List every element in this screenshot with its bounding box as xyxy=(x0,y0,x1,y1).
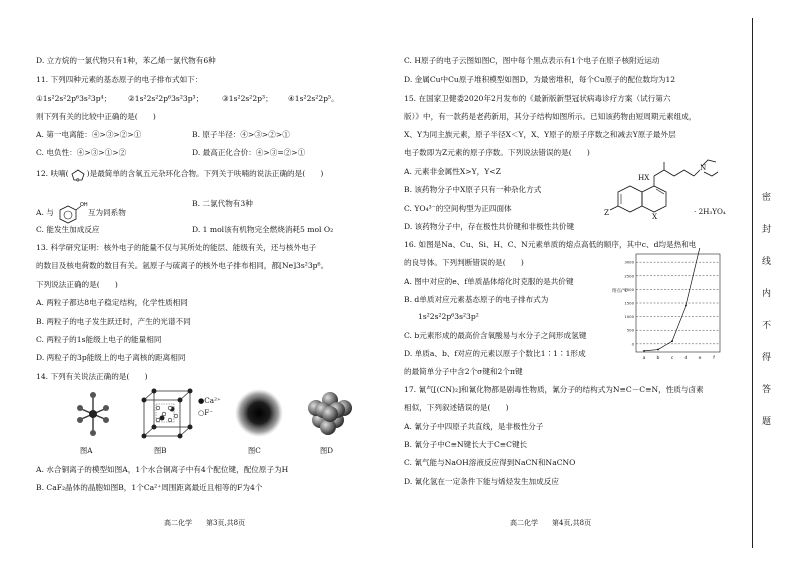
q11-ask: 则下列有关的比较中正确的是( ) xyxy=(36,112,156,121)
q16-option-d-line2: 的最简单分子中含2个σ键和2个π键 xyxy=(404,367,523,376)
q17-option-b: B. 氰分子中C≡N键长大于C≡C键长 xyxy=(404,440,528,449)
svg-text:OH: OH xyxy=(79,202,88,208)
figure-a-hydrated-copper xyxy=(76,390,110,440)
q12-option-b: B. 二氯代物有3种 xyxy=(192,199,253,208)
q12-option-a-post: 互为同系物 xyxy=(87,208,126,217)
binding-char-4: 内 xyxy=(762,289,772,299)
figure-c-label: 图C xyxy=(248,446,261,455)
q14-option-c: C. H原子的电子云图如图C，图中每个黑点表示有1个电子在原子核附近运动 xyxy=(404,56,660,65)
chart-ytick-3000: 3000 xyxy=(624,259,634,265)
q11-config-4: ④1s²2s²2p⁵。 xyxy=(288,94,339,103)
figure-c-electron-cloud xyxy=(234,388,284,440)
chart-point-d xyxy=(685,305,687,307)
q11-stem: 11. 下列四种元素的基态原子的电子排布式如下： xyxy=(36,75,203,84)
q15-option-d: D. 该药物分子中，存在极性共价键和非极性共价键 xyxy=(404,222,575,231)
q15-struct-n-atom: N xyxy=(700,163,707,172)
chart-ytick-2000: 2000 xyxy=(624,286,634,292)
figure-b-label: 图B xyxy=(154,446,167,455)
binding-line xyxy=(752,18,753,548)
chart-xtick-d: d xyxy=(684,356,688,360)
q11-config-3: ③1s²2s²2p³； xyxy=(222,94,273,103)
q15-struct-x: X xyxy=(652,212,658,221)
q12-option-c: C. 能发生加成反应 xyxy=(36,225,100,234)
footer-page-3: 高二化学 第3页,共8页 xyxy=(164,519,246,527)
right-page xyxy=(404,0,729,561)
chart-ytick-1500: 1500 xyxy=(624,300,634,306)
q16-line1: 16. 如图是Na、Cu、Si、H、C、N元素单质的熔点高低的顺序，其中c、d均是热和电 xyxy=(404,240,697,249)
q15-line1: 15. 在国家卫健委2020年2月发布的《最新版新型冠状病毒诊疗方案（试行第六 xyxy=(404,94,671,103)
q12-option-a-pre: A. 与 xyxy=(36,208,54,217)
chart-point-a xyxy=(643,350,645,352)
q13-option-d: D. 两粒子的3p能级上的电子离核的距离相同 xyxy=(36,353,186,362)
q17-option-a: A. 氰分子中四原子共直线，是非极性分子 xyxy=(404,422,544,431)
q12-option-a xyxy=(36,200,126,226)
q16-line2: 的良导体。下列判断错误的是( ) xyxy=(404,258,524,267)
q15-line2: 版）》中，有一款药是老药新用，其分子结构如图所示。已知该药物由短周期元素组成， xyxy=(404,112,697,121)
furan-structure-icon xyxy=(69,168,87,180)
chart-xtick-b: b xyxy=(656,356,660,360)
q16-option-b: B. d单质对应元素基态原子的电子排布式为 xyxy=(404,295,549,304)
q17-line2: 相似，下列叙述错误的是( ) xyxy=(404,403,509,412)
melting-point-chart xyxy=(600,248,728,362)
q14-stem: 14. 下列有关说法正确的是( ) xyxy=(36,372,148,381)
q17-option-d: D. 氰化氢在一定条件下能与烯烃发生加成反应 xyxy=(404,477,559,486)
binding-char-2: 封 xyxy=(762,225,772,235)
chart-ytick-2500: 2500 xyxy=(624,273,634,279)
q12-stem xyxy=(36,168,323,180)
footer-page-4: 高二化学 第4页,共8页 xyxy=(510,519,592,527)
q14-option-a: A. 水合铜离子的模型如图A，1个水合铜离子中有4个配位键，配位原子为H xyxy=(36,465,289,474)
phenol-structure-icon xyxy=(54,200,88,226)
legend-ca-label: Ca²⁺ xyxy=(204,396,221,405)
binding-char-5: 不 xyxy=(762,321,772,331)
chart-ylabel: 熔点/℃ xyxy=(612,289,628,294)
q14-option-b: B. CaF₂晶体的晶胞如图B，1个Ca²⁺周围距离最近且相等的F为4个 xyxy=(36,483,263,492)
chart-xtick-e: e xyxy=(698,356,702,360)
binding-char-3: 线 xyxy=(762,257,772,267)
legend-f-label: F⁻ xyxy=(204,408,214,417)
legend-f-ion xyxy=(198,408,213,417)
legend-ca-ion xyxy=(198,396,221,405)
q15-struct-salt: · 2H₃YO₄ xyxy=(694,207,726,216)
q11-config-2: ②1s²2s²2p⁶3s²3p³； xyxy=(128,94,204,103)
chart-xtick-c: c xyxy=(670,356,674,360)
legend-ca-dot-icon: ● xyxy=(198,396,205,405)
q15-struct-z: Z xyxy=(604,208,609,217)
q11-option-b: B. 原子半径：④>③>②>① xyxy=(192,130,290,139)
chart-xtick-a: a xyxy=(642,356,646,360)
q14-option-d: D. 金属Cu中Cu原子堆积模型如图D，为最密堆积，每个Cu原子的配位数均为12 xyxy=(404,75,676,84)
figure-d-label: 图D xyxy=(320,446,333,455)
binding-char-7: 答 xyxy=(762,385,772,395)
q11-option-a: A. 第一电离能：④>③>②>① xyxy=(36,130,142,139)
q15-option-b: B. 该药物分子中X原子只有一种杂化方式 xyxy=(404,185,542,194)
chart-series-line xyxy=(644,248,714,351)
melting-point-chart-svg xyxy=(600,248,728,360)
q11-config-1: ①1s²2s²2p⁶3s²3p⁴； xyxy=(36,94,112,103)
binding-char-1: 密 xyxy=(762,193,772,203)
q12-option-d: D. 1 mol该有机物完全燃烧消耗5 mol O₂ xyxy=(192,225,334,234)
q17-line1: 17. 氰气[(CN)₂]和氰化物都是剧毒性物质，氰分子的结构式为N≡C－C≡N，性质与卤素 xyxy=(404,385,704,394)
chart-ytick-500: 500 xyxy=(626,327,634,333)
q11-option-d: D. 最高正化合价：④>③=②>① xyxy=(192,148,306,157)
q16-option-a: A. 图中对应的e、f单质晶体熔化时克服的是共价键 xyxy=(404,277,574,286)
chart-point-b xyxy=(657,349,659,351)
q12-stem-pre: 12. 呋喃( xyxy=(36,169,69,178)
q17-option-c: C. 氰气能与NaOH溶液反应得到NaCN和NaCNO xyxy=(404,458,576,467)
q11-option-c: C. 电负性：④>③>①>② xyxy=(36,148,127,157)
svg-text:O: O xyxy=(75,177,79,182)
figure-d-close-packing xyxy=(306,390,354,438)
q13-option-b: B. 两粒子的电子发生跃迁时，产生的光谱不同 xyxy=(36,317,191,326)
chart-ytick-1000: 1000 xyxy=(624,314,634,320)
q16-option-b-config: 1s²2s²2p⁶3s²3p² xyxy=(418,312,479,321)
binding-char-8: 题 xyxy=(762,417,772,427)
left-page xyxy=(36,0,376,561)
q13-line1: 13. 科学研究证明：核外电子的能量不仅与其所处的能层、能级有关，还与核外电子 xyxy=(36,243,317,252)
q10-option-d: D. 立方烷的一氯代物只有1种，苯乙烯一氯代物有6种 xyxy=(36,56,216,65)
binding-char-6: 得 xyxy=(762,353,772,363)
q15-line3: X、Y为同主族元素，原子半径X＜Y，X、Y原子的原子序数之和减去Y原子最外层 xyxy=(404,130,676,139)
q15-option-c: C. YO₄³⁻的空间构型为正四面体 xyxy=(404,204,512,213)
q15-struct-hx: HX xyxy=(638,173,650,182)
q13-line2: 的数目及核电荷数的数目有关。氩原子与硫离子的核外电子排布相同，都[Ne]3s²3p⁶。 xyxy=(36,261,329,270)
legend-f-circle-icon: ○ xyxy=(198,408,205,417)
q13-option-c: C. 两粒子的1s能级上电子的能量相同 xyxy=(36,335,162,344)
q15-line4: 电子数即为Z元素的原子序数。下列说法错误的是( ) xyxy=(404,148,590,157)
q12-stem-post: )是最简单的含氧五元杂环化合物。下列关于呋喃的说法正确的是( ) xyxy=(86,169,324,178)
figure-a-label: 图A xyxy=(80,446,93,455)
q16-option-d-line1: D. 单质a、b、f对应的元素以原子个数比1∶1∶1形成 xyxy=(404,349,586,358)
q15-option-a: A. 元素非金属性X>Y，Y<Z xyxy=(404,167,501,176)
q16-option-c: C. b元素形成的最高价含氧酸易与水分子之间形成氢键 xyxy=(404,331,587,340)
chart-point-c xyxy=(671,340,673,342)
chart-xtick-f: f xyxy=(713,356,715,360)
q13-line3: 下列说法正确的是( ) xyxy=(36,280,118,289)
chart-ytick-0: 0 xyxy=(631,341,634,347)
figure-b-caf2-unit-cell xyxy=(140,388,194,442)
q13-option-a: A. 两粒子都达8电子稳定结构，化学性质相同 xyxy=(36,298,188,307)
